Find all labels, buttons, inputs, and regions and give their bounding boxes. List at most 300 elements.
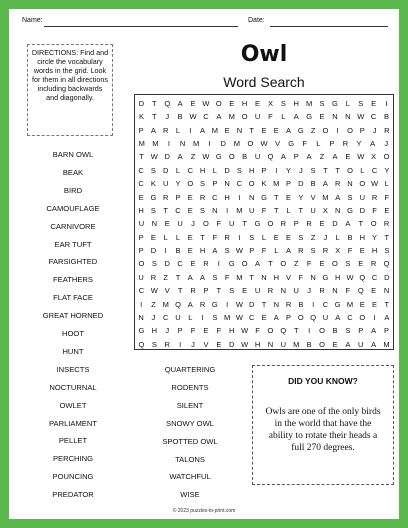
grid-letter[interactable]: T xyxy=(152,99,157,108)
grid-letter[interactable]: S xyxy=(310,165,316,175)
grid-letter[interactable]: O xyxy=(359,179,366,189)
grid-letter[interactable]: S xyxy=(200,205,206,215)
grid-letter[interactable]: U xyxy=(310,205,316,215)
grid-letter[interactable]: L xyxy=(316,139,321,149)
grid-letter[interactable]: D xyxy=(332,219,338,229)
grid-letter[interactable]: T xyxy=(273,205,279,215)
grid-letter[interactable]: C xyxy=(187,165,193,175)
grid-letter[interactable]: P xyxy=(286,179,292,189)
grid-letter[interactable]: B xyxy=(298,299,304,309)
grid-letter[interactable]: A xyxy=(370,139,376,149)
grid-letter[interactable]: W xyxy=(241,339,249,349)
grid-letter[interactable]: R xyxy=(384,125,390,135)
grid-letter[interactable]: L xyxy=(345,99,350,108)
grid-letter[interactable]: M xyxy=(233,139,240,149)
grid-letter[interactable]: S xyxy=(310,246,316,256)
grid-letter[interactable]: J xyxy=(372,125,377,135)
grid-letter[interactable]: I xyxy=(308,326,311,336)
grid-letter[interactable]: L xyxy=(274,246,279,256)
grid-letter[interactable]: D xyxy=(164,152,170,162)
grid-letter[interactable]: U xyxy=(177,219,183,229)
grid-letter[interactable]: T xyxy=(273,192,279,202)
grid-letter[interactable]: W xyxy=(260,139,268,149)
grid-letter[interactable]: M xyxy=(293,339,300,349)
grid-letter[interactable]: M xyxy=(192,139,200,149)
grid-letter[interactable]: R xyxy=(280,219,287,229)
grid-letter[interactable]: J xyxy=(307,286,311,296)
grid-letter[interactable]: P xyxy=(286,312,292,322)
grid-letter[interactable]: U xyxy=(359,192,365,202)
grid-letter[interactable]: E xyxy=(261,312,267,322)
grid-letter[interactable]: D xyxy=(298,179,304,189)
grid-letter[interactable]: R xyxy=(150,272,157,282)
grid-letter[interactable]: R xyxy=(203,259,209,269)
grid-letter[interactable]: W xyxy=(202,152,210,162)
grid-letter[interactable]: O xyxy=(215,99,222,108)
grid-letter[interactable]: I xyxy=(226,205,229,215)
grid-letter[interactable]: W xyxy=(357,112,365,122)
grid-letter[interactable]: P xyxy=(359,125,365,135)
grid-letter[interactable]: E xyxy=(150,232,156,242)
grid-letter[interactable]: N xyxy=(151,219,158,229)
grid-letter[interactable]: I xyxy=(238,232,241,242)
grid-letter[interactable]: I xyxy=(385,99,388,108)
grid-letter[interactable]: E xyxy=(203,326,209,336)
grid-letter[interactable]: S xyxy=(151,259,157,269)
grid-letter[interactable]: V xyxy=(203,339,209,349)
grid-letter[interactable]: C xyxy=(203,112,209,122)
grid-letter[interactable]: A xyxy=(177,99,183,108)
grid-letter[interactable]: Y xyxy=(298,192,304,202)
grid-letter[interactable]: O xyxy=(383,152,390,162)
grid-letter[interactable]: A xyxy=(345,219,351,229)
grid-letter[interactable]: O xyxy=(187,179,194,189)
grid-letter[interactable]: D xyxy=(164,259,170,269)
grid-letter[interactable]: J xyxy=(151,312,156,322)
grid-letter[interactable]: M xyxy=(346,299,354,309)
grid-letter[interactable]: M xyxy=(211,125,218,135)
grid-letter[interactable]: D xyxy=(248,299,255,309)
grid-letter[interactable]: J xyxy=(165,112,170,122)
grid-letter[interactable]: A xyxy=(345,339,351,349)
grid-letter[interactable]: W xyxy=(202,99,210,108)
grid-letter[interactable]: S xyxy=(345,326,351,336)
grid-letter[interactable]: O xyxy=(319,339,325,349)
grid-letter[interactable]: E xyxy=(286,192,292,202)
grid-letter[interactable]: F xyxy=(261,246,267,256)
grid-letter[interactable]: P xyxy=(175,192,181,202)
grid-letter[interactable]: N xyxy=(347,179,353,189)
grid-letter[interactable]: C xyxy=(162,312,169,322)
grid-letter[interactable]: Z xyxy=(293,259,299,269)
grid-letter[interactable]: L xyxy=(163,232,168,242)
grid-letter[interactable]: R xyxy=(319,286,325,296)
grid-letter[interactable]: P xyxy=(138,125,144,135)
grid-letter[interactable]: Q xyxy=(175,299,181,309)
grid-letter[interactable]: S xyxy=(150,205,156,215)
grid-letter[interactable]: C xyxy=(138,179,144,189)
grid-letter[interactable]: C xyxy=(236,179,243,189)
grid-letter[interactable]: N xyxy=(383,286,390,296)
grid-letter[interactable]: O xyxy=(359,312,366,322)
grid-letter[interactable]: N xyxy=(332,112,338,122)
grid-letter[interactable]: T xyxy=(163,205,168,215)
grid-letter[interactable]: N xyxy=(345,112,351,122)
grid-letter[interactable]: F xyxy=(372,205,377,215)
grid-letter[interactable]: P xyxy=(203,286,209,296)
grid-letter[interactable]: A xyxy=(293,112,299,122)
grid-letter[interactable]: H xyxy=(199,246,206,256)
grid-letter[interactable]: T xyxy=(242,219,247,229)
grid-letter[interactable]: E xyxy=(319,219,325,229)
grid-letter[interactable]: Q xyxy=(383,259,390,269)
grid-letter[interactable]: H xyxy=(224,192,230,202)
grid-letter[interactable]: O xyxy=(247,139,254,149)
grid-letter[interactable]: I xyxy=(373,312,376,322)
grid-letter[interactable]: F xyxy=(216,326,222,336)
grid-letter[interactable]: P xyxy=(261,165,267,175)
grid-letter[interactable]: S xyxy=(224,246,230,256)
grid-letter[interactable]: G xyxy=(322,272,329,282)
grid-letter[interactable]: E xyxy=(190,99,196,108)
grid-letter[interactable]: O xyxy=(248,179,255,189)
grid-letter[interactable]: T xyxy=(175,272,181,282)
grid-letter[interactable]: F xyxy=(216,219,222,229)
grid-letter[interactable]: E xyxy=(187,205,193,215)
grid-letter[interactable]: A xyxy=(335,312,341,322)
grid-letter[interactable]: F xyxy=(384,192,390,202)
grid-letter[interactable]: S xyxy=(150,165,156,175)
grid-letter[interactable]: E xyxy=(187,232,193,242)
grid-letter[interactable]: D xyxy=(229,339,235,349)
grid-letter[interactable]: H xyxy=(334,272,341,282)
grid-letter[interactable]: U xyxy=(254,112,261,122)
grid-letter[interactable]: F xyxy=(261,205,267,215)
grid-letter[interactable]: G xyxy=(228,259,235,269)
grid-letter[interactable]: C xyxy=(347,312,353,322)
grid-letter[interactable]: M xyxy=(383,339,390,349)
grid-letter[interactable]: W xyxy=(150,286,158,296)
grid-letter[interactable]: A xyxy=(286,125,292,135)
grid-letter[interactable]: L xyxy=(335,232,340,242)
grid-letter[interactable]: U xyxy=(322,312,329,322)
grid-letter[interactable]: R xyxy=(267,286,274,296)
grid-letter[interactable]: H xyxy=(151,326,158,336)
grid-letter[interactable]: U xyxy=(162,179,169,189)
grid-letter[interactable]: N xyxy=(138,312,144,322)
grid-letter[interactable]: G xyxy=(261,192,267,202)
grid-letter[interactable]: X xyxy=(322,205,328,215)
grid-letter[interactable]: O xyxy=(319,326,325,336)
grid-letter[interactable]: E xyxy=(319,259,325,269)
grid-letter[interactable]: T xyxy=(293,326,299,336)
grid-letter[interactable]: T xyxy=(323,165,328,175)
grid-letter[interactable]: I xyxy=(336,125,339,135)
grid-letter[interactable]: U xyxy=(138,272,144,282)
grid-letter[interactable]: R xyxy=(383,219,390,229)
grid-letter[interactable]: N xyxy=(236,125,243,135)
grid-letter[interactable]: K xyxy=(138,112,144,122)
grid-letter[interactable]: F xyxy=(224,272,230,282)
grid-letter[interactable]: Q xyxy=(267,152,274,162)
grid-letter[interactable]: C xyxy=(371,272,378,282)
grid-letter[interactable]: H xyxy=(199,165,206,175)
grid-letter[interactable]: V xyxy=(164,286,170,296)
grid-letter[interactable]: G xyxy=(211,299,218,309)
grid-letter[interactable]: E xyxy=(371,286,377,296)
grid-letter[interactable]: R xyxy=(285,299,292,309)
grid-letter[interactable]: T xyxy=(298,205,304,215)
grid-letter[interactable]: M xyxy=(236,205,243,215)
grid-letter[interactable]: I xyxy=(238,192,241,202)
grid-letter[interactable]: A xyxy=(212,246,218,256)
grid-letter[interactable]: X xyxy=(335,246,341,256)
grid-letter[interactable]: T xyxy=(384,232,390,242)
grid-letter[interactable]: E xyxy=(332,339,338,349)
grid-letter[interactable]: G xyxy=(334,299,341,309)
grid-letter[interactable]: S xyxy=(151,339,157,349)
grid-letter[interactable]: C xyxy=(175,205,181,215)
grid-letter[interactable]: U xyxy=(293,286,299,296)
grid-letter[interactable]: N xyxy=(273,299,279,309)
grid-letter[interactable]: E xyxy=(273,232,279,242)
grid-letter[interactable]: F xyxy=(306,259,312,269)
grid-letter[interactable]: L xyxy=(384,179,389,189)
grid-letter[interactable]: F xyxy=(298,272,304,282)
grid-letter[interactable]: Q xyxy=(310,312,317,322)
grid-letter[interactable]: E xyxy=(359,299,365,309)
grid-letter[interactable]: S xyxy=(229,286,235,296)
grid-letter[interactable]: R xyxy=(164,339,170,349)
grid-letter[interactable]: O xyxy=(332,259,338,269)
grid-letter[interactable]: A xyxy=(306,152,312,162)
grid-letter[interactable]: D xyxy=(359,205,365,215)
grid-letter[interactable]: L xyxy=(286,205,291,215)
grid-letter[interactable]: J xyxy=(298,165,303,175)
grid-letter[interactable]: L xyxy=(175,125,181,135)
grid-letter[interactable]: D xyxy=(220,139,226,149)
grid-letter[interactable]: E xyxy=(242,286,248,296)
grid-letter[interactable]: A xyxy=(200,272,206,282)
grid-letter[interactable]: R xyxy=(371,192,378,202)
grid-letter[interactable]: X xyxy=(371,152,377,162)
grid-letter[interactable]: X xyxy=(267,99,273,108)
grid-letter[interactable]: E xyxy=(371,99,377,108)
grid-letter[interactable]: K xyxy=(261,179,267,189)
grid-letter[interactable]: T xyxy=(249,272,254,282)
grid-letter[interactable]: C xyxy=(138,286,145,296)
grid-letter[interactable]: G xyxy=(254,219,261,229)
grid-letter[interactable]: E xyxy=(273,125,279,135)
grid-letter[interactable]: A xyxy=(371,339,377,349)
grid-letter[interactable]: O xyxy=(347,165,353,175)
grid-letter[interactable]: N xyxy=(310,272,316,282)
grid-letter[interactable]: P xyxy=(293,219,299,229)
grid-letter[interactable]: S xyxy=(358,99,364,108)
grid-letter[interactable]: W xyxy=(189,112,197,122)
grid-letter[interactable]: B xyxy=(347,232,353,242)
grid-letter[interactable]: I xyxy=(179,339,182,349)
grid-letter[interactable]: Z xyxy=(151,299,156,309)
grid-letter[interactable]: A xyxy=(322,179,328,189)
grid-letter[interactable]: E xyxy=(261,125,267,135)
grid-letter[interactable]: Z xyxy=(163,272,168,282)
grid-letter[interactable]: O xyxy=(280,259,287,269)
grid-letter[interactable]: N xyxy=(334,205,341,215)
grid-letter[interactable]: J xyxy=(323,232,328,242)
grid-letter[interactable]: T xyxy=(177,286,183,296)
grid-letter[interactable]: H xyxy=(248,165,255,175)
grid-letter[interactable]: E xyxy=(384,205,390,215)
grid-letter[interactable]: U xyxy=(254,286,261,296)
grid-letter[interactable]: J xyxy=(165,326,170,336)
grid-letter[interactable]: R xyxy=(162,192,169,202)
grid-letter[interactable]: B xyxy=(177,112,183,122)
grid-letter[interactable]: B xyxy=(242,152,248,162)
grid-letter[interactable]: F xyxy=(268,112,273,122)
grid-letter[interactable]: W xyxy=(235,312,243,322)
grid-letter[interactable]: F xyxy=(345,286,351,296)
grid-letter[interactable]: I xyxy=(140,299,143,309)
grid-letter[interactable]: M xyxy=(236,272,243,282)
grid-letter[interactable]: R xyxy=(199,299,206,309)
grid-letter[interactable]: T xyxy=(384,299,390,309)
grid-letter[interactable]: Y xyxy=(175,179,181,189)
grid-letter[interactable]: E xyxy=(359,246,365,256)
grid-letter[interactable]: S xyxy=(384,246,390,256)
grid-letter[interactable]: M xyxy=(152,139,159,149)
grid-letter[interactable]: U xyxy=(248,205,255,215)
grid-letter[interactable]: I xyxy=(208,139,211,149)
grid-letter[interactable]: T xyxy=(139,152,144,162)
grid-letter[interactable]: T xyxy=(261,299,267,309)
grid-letter[interactable]: P xyxy=(249,246,255,256)
grid-letter[interactable]: W xyxy=(235,246,243,256)
grid-letter[interactable]: E xyxy=(187,246,193,256)
grid-letter[interactable]: R xyxy=(162,125,169,135)
grid-letter[interactable]: O xyxy=(347,125,353,135)
grid-letter[interactable]: C xyxy=(138,165,144,175)
grid-letter[interactable]: A xyxy=(177,152,183,162)
grid-letter[interactable]: E xyxy=(286,232,292,242)
grid-letter[interactable]: P xyxy=(293,152,299,162)
grid-letter[interactable]: A xyxy=(273,312,279,322)
grid-letter[interactable]: R xyxy=(342,139,349,149)
grid-letter[interactable]: I xyxy=(275,165,278,175)
grid-letter[interactable]: P xyxy=(329,139,335,149)
grid-letter[interactable]: M xyxy=(138,139,145,149)
grid-letter[interactable]: R xyxy=(370,259,377,269)
grid-letter[interactable]: Q xyxy=(138,339,145,349)
grid-letter[interactable]: B xyxy=(310,179,316,189)
grid-letter[interactable]: I xyxy=(201,312,204,322)
grid-letter[interactable]: G xyxy=(215,152,222,162)
grid-letter[interactable]: A xyxy=(187,299,193,309)
grid-letter[interactable]: D xyxy=(384,272,390,282)
grid-letter[interactable]: N xyxy=(212,205,218,215)
grid-letter[interactable]: F xyxy=(255,326,260,336)
grid-letter[interactable]: H xyxy=(254,339,261,349)
grid-letter[interactable]: L xyxy=(261,232,267,242)
grid-letter[interactable]: W xyxy=(241,326,249,336)
grid-letter[interactable]: Y xyxy=(384,165,390,175)
grid-letter[interactable]: R xyxy=(334,179,341,189)
grid-letter[interactable]: O xyxy=(241,259,248,269)
grid-letter[interactable]: J xyxy=(191,339,195,349)
grid-letter[interactable]: Z xyxy=(319,152,325,162)
grid-letter[interactable]: A xyxy=(150,125,156,135)
grid-letter[interactable]: H xyxy=(138,205,144,215)
grid-letter[interactable]: O xyxy=(203,219,209,229)
grid-letter[interactable]: K xyxy=(150,179,156,189)
grid-letter[interactable]: O xyxy=(138,259,145,269)
grid-letter[interactable]: F xyxy=(347,246,353,256)
grid-letter[interactable]: E xyxy=(319,112,325,122)
grid-letter[interactable]: F xyxy=(212,232,218,242)
grid-letter[interactable]: E xyxy=(229,99,235,108)
grid-letter[interactable]: T xyxy=(358,219,364,229)
grid-letter[interactable]: Z xyxy=(190,152,196,162)
grid-letter[interactable]: T xyxy=(268,259,273,269)
grid-letter[interactable]: V xyxy=(286,272,292,282)
grid-letter[interactable]: W xyxy=(371,179,379,189)
grid-letter[interactable]: E xyxy=(358,259,364,269)
grid-letter[interactable]: H xyxy=(359,232,365,242)
grid-letter[interactable]: N xyxy=(332,286,338,296)
grid-letter[interactable]: G xyxy=(297,125,304,135)
grid-letter[interactable]: W xyxy=(150,152,158,162)
grid-letter[interactable]: E xyxy=(345,152,351,162)
grid-letter[interactable]: M xyxy=(224,312,231,322)
grid-letter[interactable]: B xyxy=(332,326,338,336)
grid-letter[interactable]: Y xyxy=(286,165,292,175)
grid-letter[interactable]: T xyxy=(335,165,340,175)
grid-letter[interactable]: B xyxy=(306,339,312,349)
grid-letter[interactable]: O xyxy=(297,312,304,322)
grid-letter[interactable]: M xyxy=(273,179,280,189)
grid-letter[interactable]: G xyxy=(347,205,353,215)
grid-letter[interactable]: R xyxy=(322,246,329,256)
grid-letter[interactable]: F xyxy=(302,139,308,149)
grid-letter[interactable]: A xyxy=(255,259,261,269)
grid-letter[interactable]: U xyxy=(358,339,364,349)
grid-letter[interactable]: S xyxy=(200,179,206,189)
grid-letter[interactable]: O xyxy=(370,219,377,229)
grid-letter[interactable]: A xyxy=(187,272,193,282)
grid-letter[interactable]: U xyxy=(254,152,261,162)
grid-letter[interactable]: S xyxy=(280,99,286,108)
grid-letter[interactable]: D xyxy=(162,165,169,175)
grid-letter[interactable]: C xyxy=(177,259,183,269)
grid-letter[interactable]: H xyxy=(241,99,248,108)
grid-letter[interactable]: C xyxy=(322,299,329,309)
grid-letter[interactable]: N xyxy=(248,192,255,202)
grid-letter[interactable]: F xyxy=(190,326,196,336)
grid-letter[interactable]: S xyxy=(212,272,218,282)
grid-letter[interactable]: C xyxy=(371,165,378,175)
grid-letter[interactable]: E xyxy=(187,192,193,202)
grid-letter[interactable]: P xyxy=(384,326,390,336)
grid-letter[interactable]: I xyxy=(164,246,167,256)
grid-letter[interactable]: S xyxy=(319,99,325,108)
grid-letter[interactable]: Y xyxy=(356,139,362,149)
grid-letter[interactable]: N xyxy=(224,179,230,189)
grid-letter[interactable]: A xyxy=(371,326,377,336)
grid-letter[interactable]: Q xyxy=(359,272,366,282)
grid-letter[interactable]: T xyxy=(152,112,157,122)
grid-letter[interactable]: L xyxy=(175,232,181,242)
grid-letter[interactable]: E xyxy=(255,99,261,108)
